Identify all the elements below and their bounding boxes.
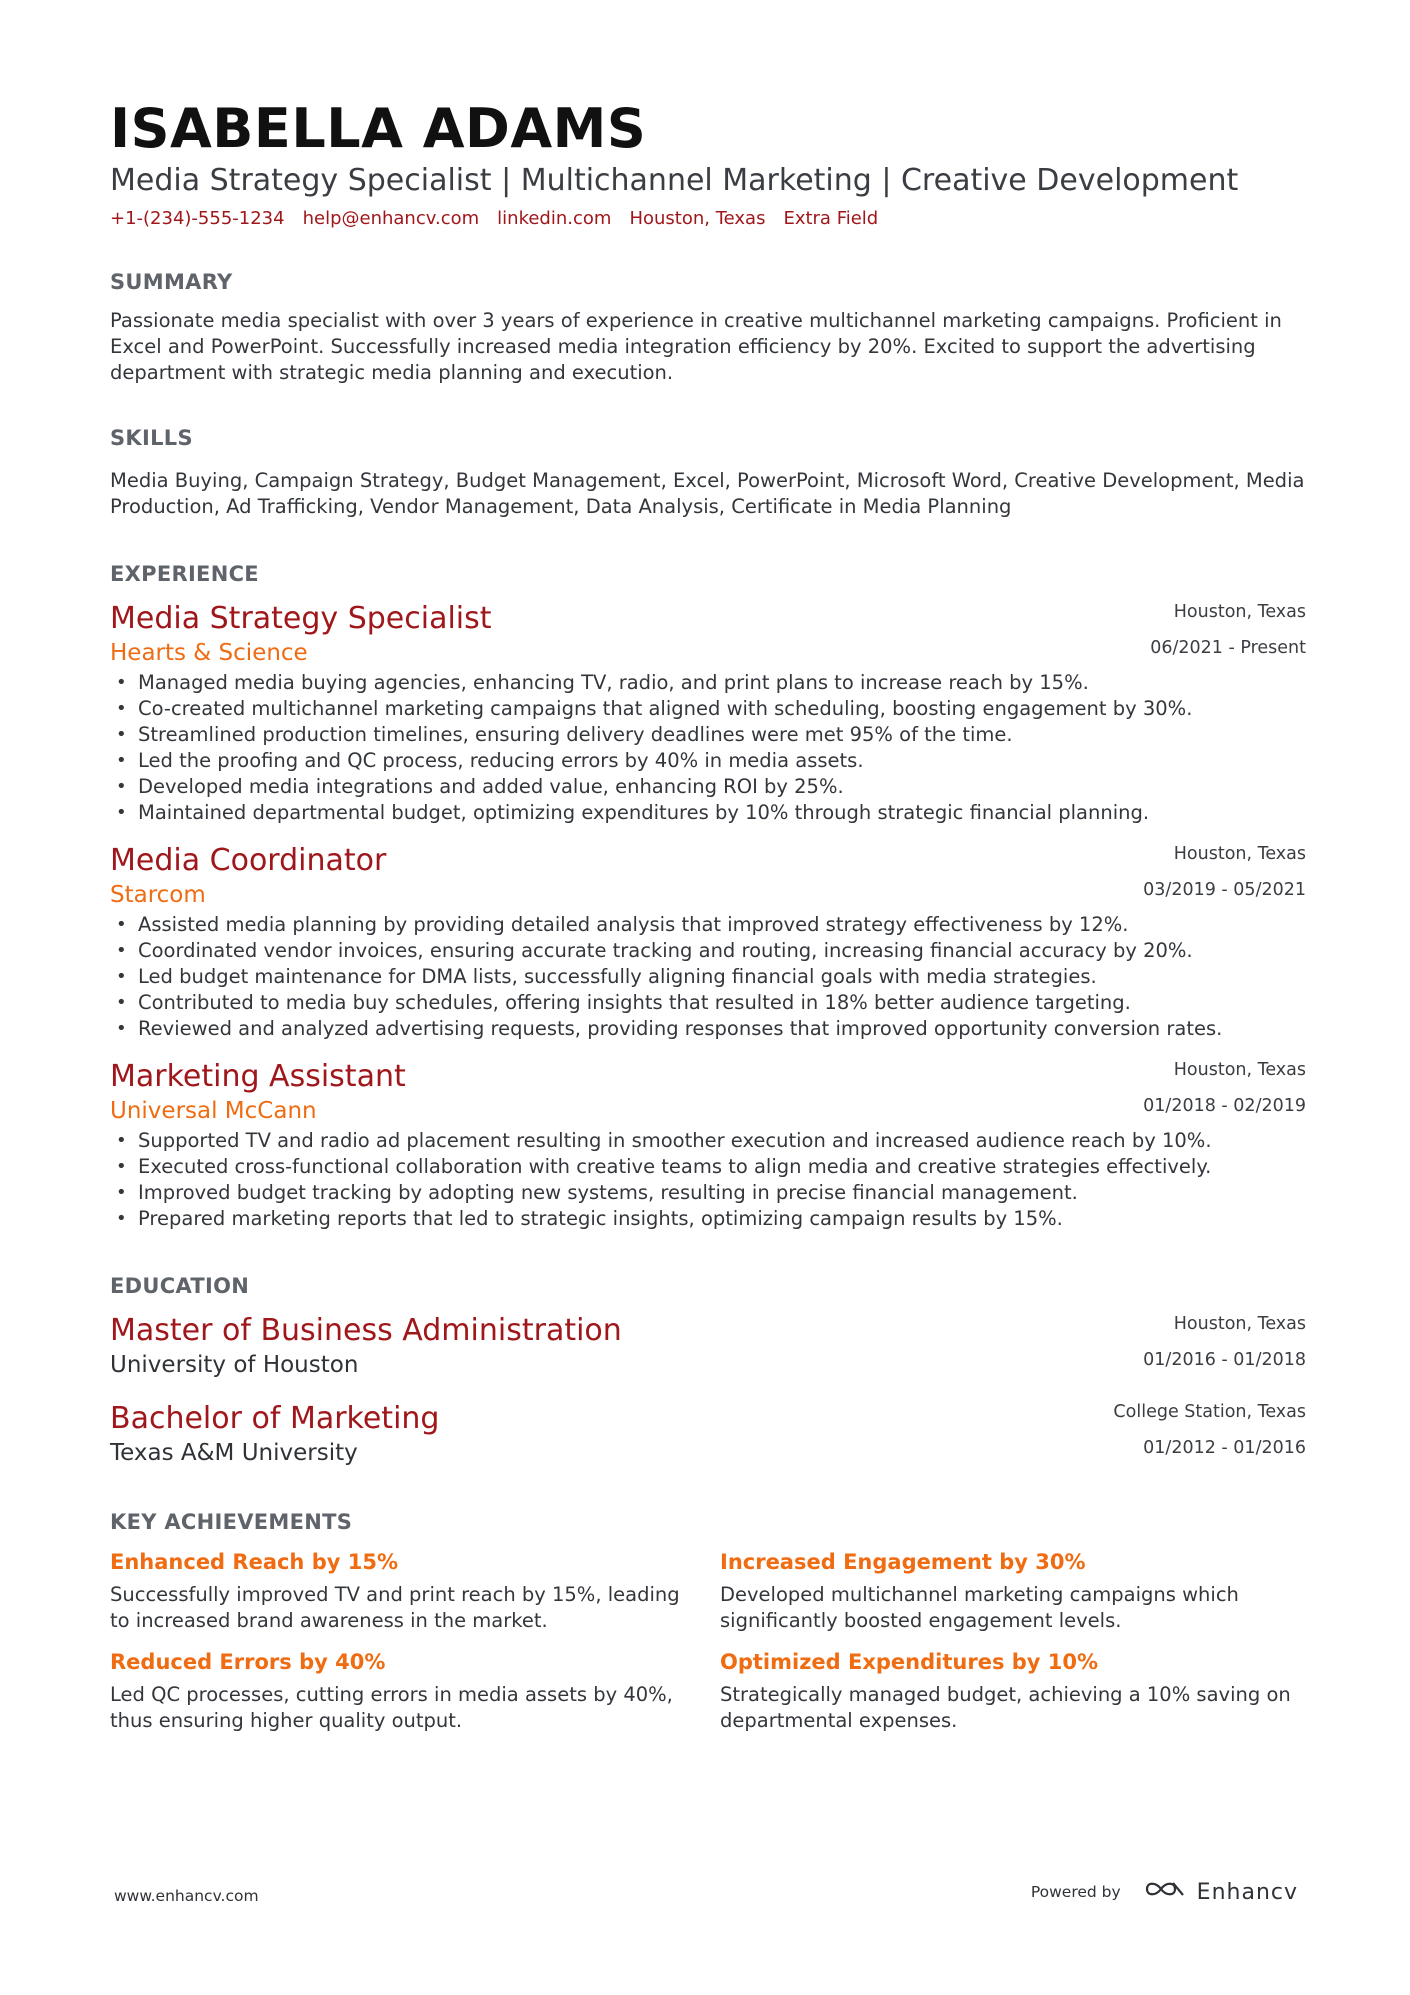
list-item: • Executed cross-functional collaboration with creative teams to align media and creative strategies effectively. (110, 1154, 1306, 1180)
brand-name: Enhancv (1196, 1879, 1298, 1905)
contact-location: Houston, Texas (629, 208, 766, 229)
job-location: Houston, Texas (1173, 602, 1306, 622)
job-company: Hearts & Science (110, 640, 308, 666)
achievement-item (720, 1548, 1310, 1634)
job-bullets (110, 670, 1306, 826)
job-title: Media Strategy Specialist (110, 601, 492, 636)
summary-text: Passionate media specialist with over 3 years of experience in creative multichannel marketing campaigns. Proficient in Excel and PowerPoint. Successfully increased media integration efficiency by 20%. Excited to support the advertising department with strategic media planning and execution. (110, 309, 1282, 384)
school-location: Houston, Texas (1173, 1314, 1306, 1334)
education-entry (110, 1400, 1306, 1468)
list-item: • Developed media integrations and added value, enhancing ROI by 25%. (110, 774, 1306, 800)
job-bullets (110, 1128, 1306, 1232)
education-entry (110, 1312, 1306, 1380)
list-item: • Assisted media planning by providing detailed analysis that improved strategy effectiveness by 12%. (110, 912, 1306, 938)
achievement-desc: Strategically managed budget, achieving a 10% saving on departmental expenses. (720, 1683, 1291, 1732)
footer-website-link[interactable]: www.enhancv.com (114, 1887, 259, 1905)
achievement-item (110, 1548, 720, 1634)
degree-title: Master of Business Administration (110, 1313, 622, 1348)
job-dates: 06/2021 - Present (1150, 638, 1306, 658)
job-title: Media Coordinator (110, 843, 387, 878)
experience-heading: EXPERIENCE (110, 562, 259, 586)
candidate-name: ISABELLA ADAMS (110, 97, 647, 160)
job-bullets (110, 912, 1306, 1042)
list-item: • Coordinated vendor invoices, ensuring accurate tracking and routing, increasing financial accuracy by 20%. (110, 938, 1306, 964)
footer-branding (1031, 1878, 1298, 1906)
school-dates: 01/2016 - 01/2018 (1143, 1350, 1306, 1370)
achievement-item (110, 1648, 720, 1734)
contact-linkedin[interactable]: linkedin.com (497, 208, 612, 229)
contact-extra-field: Extra Field (783, 208, 879, 229)
job-location: Houston, Texas (1173, 844, 1306, 864)
job-dates: 01/2018 - 02/2019 (1143, 1096, 1306, 1116)
achievement-title: Reduced Errors by 40% (110, 1650, 386, 1674)
summary-heading: SUMMARY (110, 270, 233, 294)
experience-entry (110, 842, 1306, 1042)
contact-row (110, 206, 1306, 232)
achievement-desc: Developed multichannel marketing campaigns which significantly boosted engagement levels. (720, 1583, 1239, 1632)
skills-text: Media Buying, Campaign Strategy, Budget Management, Excel, PowerPoint, Microsoft Word, Creative Development, Media Production, Ad Trafficking, Vendor Management, Data Analysis, Certificate in Media Planning (110, 469, 1305, 518)
job-title: Marketing Assistant (110, 1059, 406, 1094)
achievements-grid (110, 1548, 1306, 1734)
list-item: • Led the proofing and QC process, reducing errors by 40% in media assets. (110, 748, 1306, 774)
achievement-title: Increased Engagement by 30% (720, 1550, 1086, 1574)
contact-phone[interactable]: +1-(234)-555-1234 (110, 208, 285, 229)
experience-entry (110, 600, 1306, 826)
resume-content (110, 96, 1306, 1734)
list-item: • Streamlined production timelines, ensuring delivery deadlines were met 95% of the time. (110, 722, 1306, 748)
powered-by-label: Powered by (1030, 1883, 1121, 1901)
skills-heading: SKILLS (110, 426, 193, 450)
list-item: • Maintained departmental budget, optimizing expenditures by 10% through strategic financial planning. (110, 800, 1306, 826)
degree-title: Bachelor of Marketing (110, 1401, 440, 1436)
list-item: • Reviewed and analyzed advertising requests, providing responses that improved opportunity conversion rates. (110, 1016, 1306, 1042)
enhancv-brand-link[interactable] (1143, 1878, 1298, 1906)
achievement-title: Optimized Expenditures by 10% (720, 1650, 1099, 1674)
job-company: Starcom (110, 882, 206, 908)
job-location: Houston, Texas (1173, 1060, 1306, 1080)
achievement-desc: Successfully improved TV and print reach by 15%, leading to increased brand awareness in the market. (110, 1583, 680, 1632)
achievement-item (720, 1648, 1310, 1734)
job-company: Universal McCann (110, 1098, 317, 1124)
achievement-desc: Led QC processes, cutting errors in media assets by 40%, thus ensuring higher quality output. (110, 1683, 673, 1732)
list-item: • Led budget maintenance for DMA lists, successfully aligning financial goals with media strategies. (110, 964, 1306, 990)
list-item: • Co-created multichannel marketing campaigns that aligned with scheduling, boosting engagement by 30%. (110, 696, 1306, 722)
candidate-headline: Media Strategy Specialist | Multichannel Marketing | Creative Development (110, 163, 1239, 198)
achievements-heading: KEY ACHIEVEMENTS (110, 1510, 353, 1534)
list-item: • Improved budget tracking by adopting new systems, resulting in precise financial management. (110, 1180, 1306, 1206)
achievement-title: Enhanced Reach by 15% (110, 1550, 398, 1574)
list-item: • Supported TV and radio ad placement resulting in smoother execution and increased audience reach by 10%. (110, 1128, 1306, 1154)
contact-email[interactable]: help@enhancv.com (302, 208, 480, 229)
list-item: • Contributed to media buy schedules, offering insights that resulted in 18% better audience targeting. (110, 990, 1306, 1016)
job-dates: 03/2019 - 05/2021 (1143, 880, 1306, 900)
school-location: College Station, Texas (1113, 1402, 1306, 1422)
education-heading: EDUCATION (110, 1274, 250, 1298)
school-name: University of Houston (110, 1352, 359, 1378)
list-item: • Prepared marketing reports that led to strategic insights, optimizing campaign results by 15%. (110, 1206, 1306, 1232)
school-dates: 01/2012 - 01/2016 (1143, 1438, 1306, 1458)
enhancv-logo-icon (1143, 1878, 1187, 1906)
experience-entry (110, 1058, 1306, 1232)
school-name: Texas A&M University (110, 1440, 358, 1466)
list-item: • Managed media buying agencies, enhancing TV, radio, and print plans to increase reach by 15%. (110, 670, 1306, 696)
